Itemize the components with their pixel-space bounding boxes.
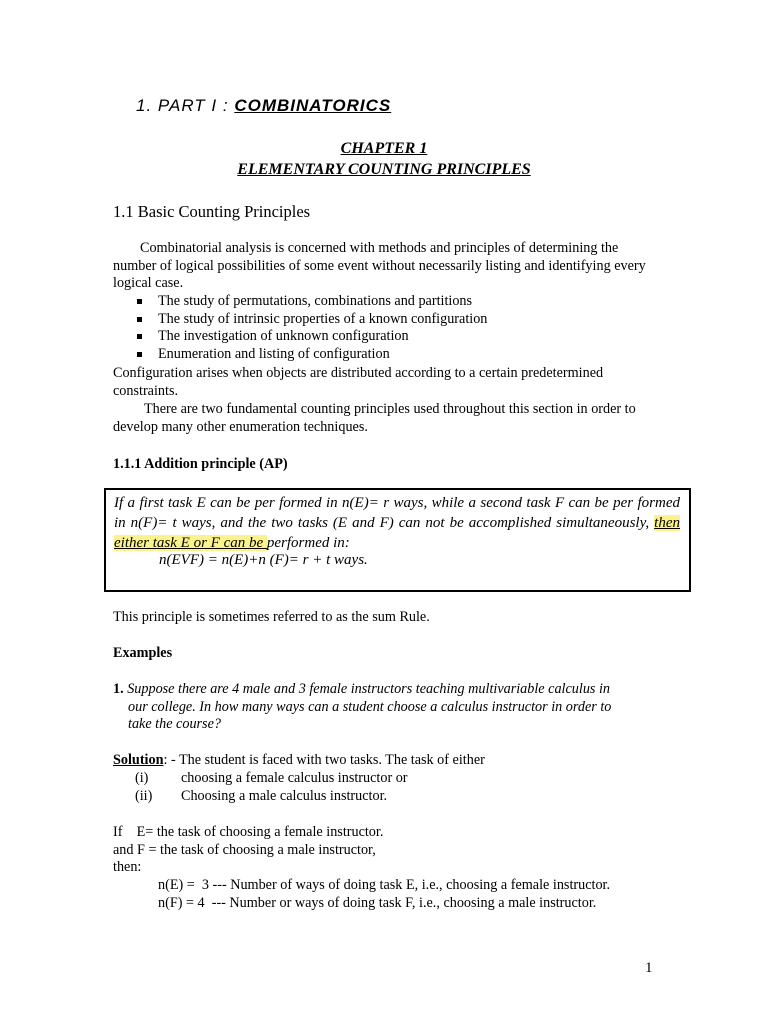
configuration-paragraph: Configuration arises when objects are distributed according to a certain predetermined constraints. [113,365,604,399]
definition-text: If a first task E can be per formed in n(E)= r ways, while a second task F can be per formed in n(F)= t ways, and the two tasks (E and F) can not be accomplished simultaneously, then either task E or F can be performed in: [114,495,680,551]
option-list [135,770,408,805]
list-item: (ii) Choosing a male calculus instructor. [135,787,388,804]
intro-paragraph: Combinatorial analysis is concerned with methods and principles of determining the number of logical possibilities of some event without necessarily listing and identifying every logical case. [113,240,646,292]
example-1: 1. Suppose there are 4 male and 3 female instructors teaching multivariable calculus in our college. In how many ways can a student choose a calculus instructor in order to take the course? [113,681,612,733]
list-item: The investigation of unknown configuration [135,328,487,346]
highlighted-text: then either task E or F can be [114,515,680,551]
part-topic: COMBINATORICS [234,96,392,115]
addition-principle-heading: 1.1.1 Addition principle (AP) [113,456,288,472]
examples-heading: Examples [113,645,173,661]
list-item: The study of permutations, combinations and partitions [135,293,487,311]
definitions: If E= the task of choosing a female instructor. and F = the task of choosing a male instructor, then: [113,824,384,876]
bullet-square-icon [137,317,142,322]
part-number: 1. [136,96,153,115]
solution-line: Solution: - The student is faced with two tasks. The task of either [113,752,485,768]
bullet-list [135,293,487,363]
bullet-square-icon [137,352,142,357]
list-item: The study of intrinsic properties of a known configuration [135,311,487,329]
sum-rule-note: This principle is sometimes referred to as the sum Rule. [113,609,430,625]
example-number: 1. [113,681,124,697]
bullet-square-icon [137,334,142,339]
chapter-number: CHAPTER 1 [340,140,428,157]
fundamental-paragraph: There are two fundamental counting principles used throughout this section in order to develop many other enumeration techniques. [113,401,636,435]
chapter-title: ELEMENTARY COUNTING PRINCIPLES [237,161,531,178]
list-item: (i) choosing a female calculus instructor or [135,770,408,786]
bullet-square-icon [137,299,142,304]
count-lines: n(E) = 3 --- Number of ways of doing task E, i.e., choosing a female instructor. n(F) = 4 --- Number or ways of doing task F, i.e., choosing a male instructor. [158,877,611,911]
definition-box [104,488,691,592]
page-number: 1 [645,960,653,976]
section-title: 1.1 Basic Counting Principles [113,202,311,221]
sum-formula: n(EVF) = n(E)+n (F)= r + t ways. [159,552,368,568]
list-item: Enumeration and listing of configuration [135,346,487,364]
part-label: PART I : [157,96,229,115]
solution-label: Solution [113,752,164,768]
part-heading [136,96,391,116]
